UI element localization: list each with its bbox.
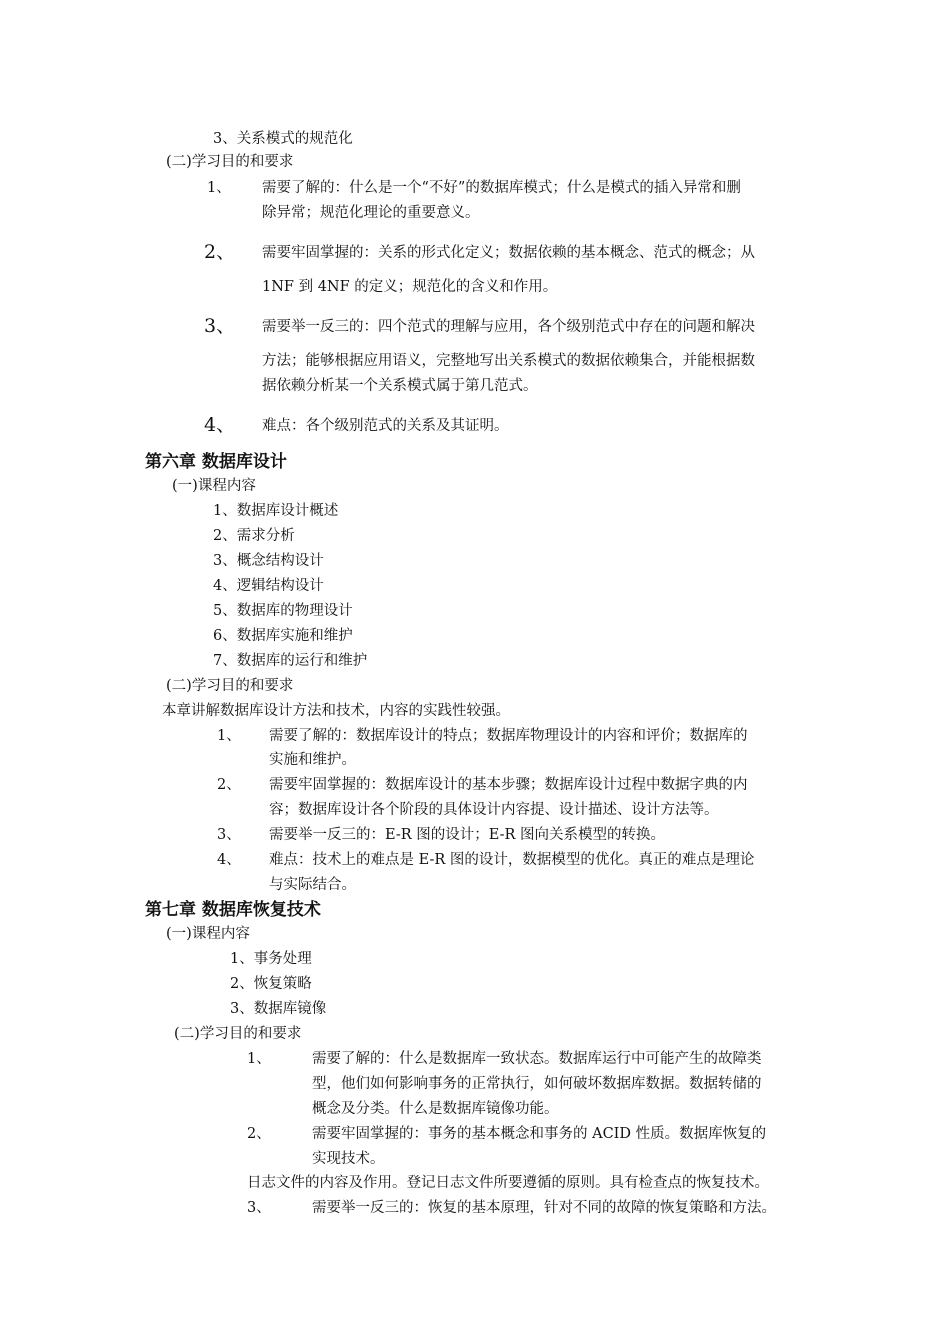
ch7-content-item: 2、恢复策略 <box>230 976 312 992</box>
ch6-item-3-line-1: 需要举一反三的：E-R 图的设计；E-R 图向关系模型的转换。 <box>269 827 666 843</box>
ch7-item-1-line-3: 概念及分类。什么是数据库镜像功能。 <box>312 1101 559 1117</box>
ch6-item-4-line-1: 难点：技术上的难点是 E-R 图的设计，数据模型的优化。真正的难点是理论 <box>269 852 755 868</box>
ch6-item-2-num: 2、 <box>217 777 241 793</box>
ch7-goals-title: (二)学习目的和要求 <box>174 1026 302 1042</box>
sec5-item-3-line-1: 需要举一反三的：四个范式的理解与应用，各个级别范式中存在的问题和解决 <box>262 319 755 335</box>
ch6-item-4-num: 4、 <box>217 852 241 868</box>
sec5-item-4-line-1: 难点：各个级别范式的关系及其证明。 <box>262 418 509 434</box>
ch6-item-4-line-2: 与实际结合。 <box>269 877 356 893</box>
ch6-content-item: 4、逻辑结构设计 <box>213 578 324 594</box>
sec5-goals-title: (二)学习目的和要求 <box>166 154 294 170</box>
ch7-item-3-num: 3、 <box>247 1200 271 1216</box>
sec5-item-1-line-2: 除异常；规范化理论的重要意义。 <box>262 205 480 221</box>
ch7-item-2-line-1: 需要牢固掌握的：事务的基本概念和事务的 ACID 性质。数据库恢复的 <box>312 1126 767 1142</box>
ch6-content-title: (一)课程内容 <box>172 478 256 494</box>
ch7-item-2-num: 2、 <box>247 1126 271 1142</box>
ch6-item-1-line-2: 实施和维护。 <box>269 752 356 768</box>
sec5-item-4-num: 4、 <box>204 414 236 436</box>
sec5-item-1-num: 1、 <box>207 180 231 196</box>
ch6-item-2-line-2: 容；数据库设计各个阶段的具体设计内容提、设计描述、设计方法等。 <box>269 802 719 818</box>
chapter-6-title: 第六章 数据库设计 <box>145 452 287 472</box>
ch7-item-1-line-1: 需要了解的：什么是数据库一致状态。数据库运行中可能产生的故障类 <box>312 1051 762 1067</box>
ch7-content-item: 3、数据库镜像 <box>230 1001 327 1017</box>
sec5-item-2-line-1: 需要牢固掌握的：关系的形式化定义；数据依赖的基本概念、范式的概念；从 <box>262 245 755 261</box>
ch7-item-1-line-2: 型，他们如何影响事务的正常执行，如何破坏数据库数据。数据转储的 <box>312 1076 762 1092</box>
sec5-item-3-line-2: 方法；能够根据应用语义，完整地写出关系模式的数据依赖集合，并能根据数 <box>262 353 755 369</box>
chapter-7-title: 第七章 数据库恢复技术 <box>145 900 321 920</box>
ch7-content-title: (一)课程内容 <box>166 926 250 942</box>
ch6-content-item: 7、数据库的运行和维护 <box>213 653 368 669</box>
ch7-item-1-num: 1、 <box>247 1051 271 1067</box>
ch6-content-item: 1、数据库设计概述 <box>213 503 339 519</box>
sec5-content-item-3: 3、关系模式的规范化 <box>213 131 353 147</box>
ch6-content-item: 5、数据库的物理设计 <box>213 603 353 619</box>
ch6-content-item: 6、数据库实施和维护 <box>213 628 353 644</box>
sec5-item-3-line-3: 据依赖分析某一个关系模式属于第几范式。 <box>262 378 538 394</box>
ch6-content-item: 2、需求分析 <box>213 528 295 544</box>
ch6-item-1-line-1: 需要了解的：数据库设计的特点；数据库物理设计的内容和评价；数据库的 <box>269 728 748 744</box>
ch6-intro: 本章讲解数据库设计方法和技术，内容的实践性较强。 <box>162 703 510 719</box>
sec5-item-2-num: 2、 <box>204 241 236 263</box>
ch6-item-3-num: 3、 <box>217 827 241 843</box>
sec5-item-2-line-2: 1NF 到 4NF 的定义；规范化的含义和作用。 <box>262 279 558 295</box>
ch6-goals-title: (二)学习目的和要求 <box>166 678 294 694</box>
ch6-item-2-line-1: 需要牢固掌握的：数据库设计的基本步骤；数据库设计过程中数据字典的内 <box>269 777 748 793</box>
ch7-log-line: 日志文件的内容及作用。登记日志文件所要遵循的原则。具有检查点的恢复技术。 <box>247 1175 769 1191</box>
ch6-item-1-num: 1、 <box>217 728 241 744</box>
ch6-content-item: 3、概念结构设计 <box>213 553 324 569</box>
ch7-item-3-line-1: 需要举一反三的：恢复的基本原理，针对不同的故障的恢复策略和方法。 <box>312 1200 776 1216</box>
sec5-item-3-num: 3、 <box>204 315 236 337</box>
sec5-item-1-line-1: 需要了解的：什么是一个“不好”的数据库模式；什么是模式的插入异常和删 <box>262 180 741 196</box>
ch7-content-item: 1、事务处理 <box>230 951 312 967</box>
ch7-item-2-line-2: 实现技术。 <box>312 1151 385 1167</box>
